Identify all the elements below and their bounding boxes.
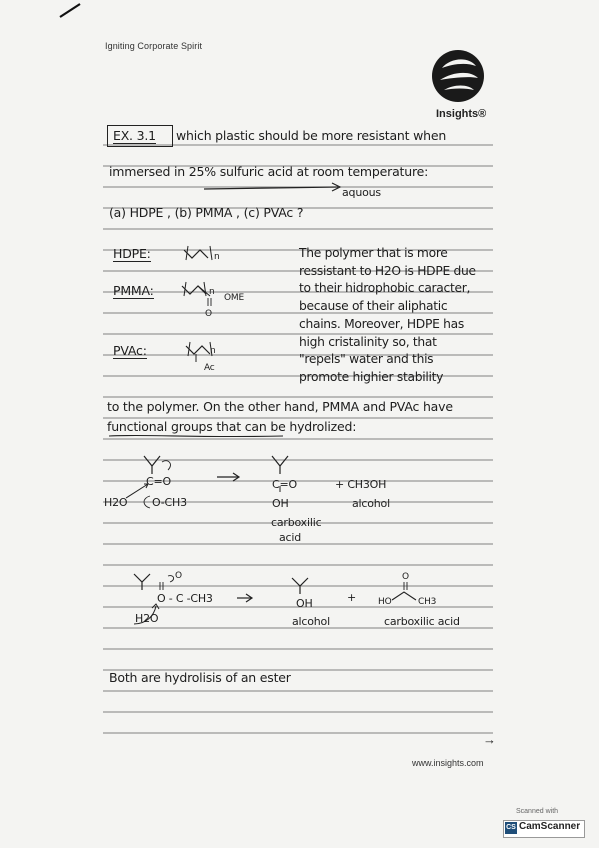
page-header: Igniting Corporate Spirit: [105, 41, 203, 51]
reaction-2-reactant: O - C -CH3: [157, 592, 213, 605]
pmma-n: n: [209, 287, 215, 297]
continuation-line-2: functional groups that can be hydrolized:: [107, 419, 357, 434]
hdpe-n: n: [214, 252, 220, 262]
pencil-stroke: [58, 0, 83, 20]
pvac-label: PVAc:: [113, 343, 147, 358]
pvac-structure: [184, 340, 224, 364]
reaction-1-alcohol-label: alcohol: [352, 497, 390, 510]
reaction-2-product-oh: OH: [296, 597, 313, 610]
explanation-paragraph: [299, 245, 494, 387]
reaction-1-reactant-ester: O-CH3: [152, 496, 187, 509]
explanation-line: chains. Moreover, HDPE has: [299, 316, 464, 331]
reaction-1-product-co: C=O: [272, 478, 297, 491]
reaction-2-acid-o: O: [402, 572, 409, 582]
reaction-1-methanol: + CH3OH: [335, 478, 387, 491]
camscanner-name: CamScanner: [519, 821, 581, 832]
hdpe-label: HDPE:: [113, 246, 151, 261]
reaction-2-acid-label: carboxilic acid: [384, 615, 460, 628]
explanation-line: promote highier stability: [299, 369, 444, 384]
reaction-1-water: H2O: [104, 496, 128, 509]
conclusion: Both are hydrolisis of an ester: [109, 670, 291, 685]
aqueous-arrow: [200, 181, 350, 195]
explanation-line: high cristalinity so, that: [299, 334, 437, 349]
pmma-label: PMMA:: [113, 283, 154, 298]
camscanner-logo-icon: CS: [505, 822, 517, 834]
reaction-2-water: H2O: [135, 612, 159, 625]
logo-wordmark: Insights®: [436, 108, 487, 120]
aqueous-note: aquous: [342, 186, 381, 199]
reaction-2-alcohol-label: alcohol: [292, 615, 330, 628]
question-line-2: immersed in 25% sulfuric acid at room temperature:: [109, 164, 429, 179]
reaction-2-reactant-top: O: [175, 571, 182, 581]
explanation-line: "repels" water and this: [299, 352, 434, 367]
hdpe-structure: [182, 244, 232, 264]
explanation-line: The polymer that is more: [299, 246, 448, 260]
reaction-2-acid-ho: HO: [378, 597, 392, 607]
pmma-ome: OME: [224, 293, 244, 303]
page-footer: www.insights.com: [412, 758, 484, 768]
reaction-1-product-oh: OH: [272, 497, 289, 510]
explanation-line: to their hidrophobic caracter,: [299, 281, 471, 296]
explanation-line: ressistant to H2O is HDPE due: [299, 263, 476, 278]
reaction-1-reactant-co: C=O: [146, 475, 171, 488]
reaction-1-acid-label-2: acid: [279, 531, 302, 544]
pvac-n: n: [210, 346, 216, 356]
explanation-line: because of their aliphatic: [299, 299, 448, 314]
pvac-ac: Ac: [204, 363, 215, 373]
reaction-2-plus: +: [347, 591, 357, 604]
continuation-underline: [107, 433, 287, 439]
pmma-o: O: [205, 309, 212, 319]
next-page-arrow-icon: →: [483, 732, 496, 747]
exercise-label: EX. 3.1: [113, 128, 156, 143]
reaction-2-acid-ch3: CH3: [418, 597, 437, 607]
reaction-1-acid-label-1: carboxilic: [271, 516, 322, 529]
continuation-line-1: to the polymer. On the other hand, PMMA and PVAc have: [107, 399, 453, 414]
question-line-1: which plastic should be more resistant when: [176, 128, 447, 143]
question-options: (a) HDPE , (b) PMMA , (c) PVAc ?: [109, 205, 304, 220]
camscanner-caption: Scanned with: [516, 808, 559, 815]
